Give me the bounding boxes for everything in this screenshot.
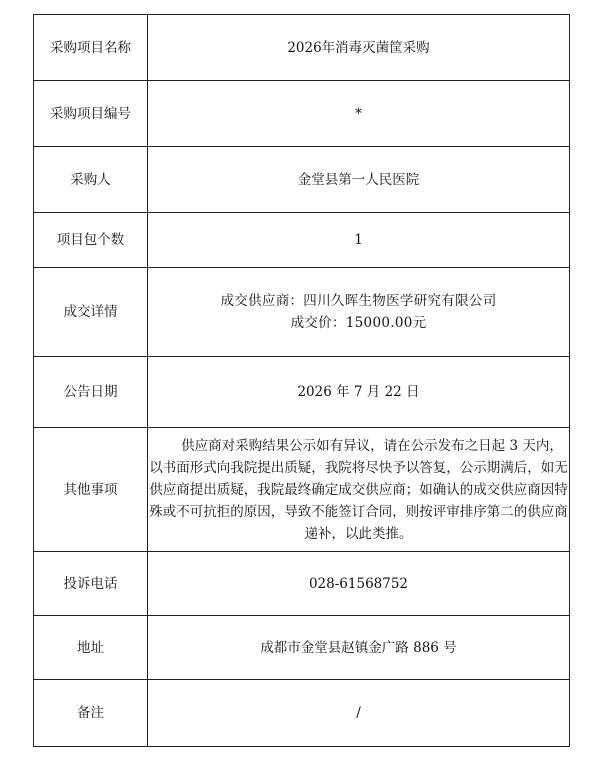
phone-value: 028-61568752 (148, 552, 570, 616)
remark-label: 备注 (34, 680, 148, 747)
deal-price: 成交价：15000.00元 (290, 315, 427, 331)
phone-label: 投诉电话 (34, 552, 148, 616)
project-no-label: 采购项目编号 (34, 81, 148, 147)
row-purchaser (34, 147, 570, 213)
row-address (34, 616, 570, 680)
purchaser-value: 金堂县第一人民医院 (148, 147, 570, 213)
deal-supplier: 成交供应商：四川久晖生物医学研究有限公司 (220, 293, 497, 309)
row-other (34, 428, 570, 552)
other-text: 供应商对采购结果公示如有异议，请在公示发布之日起 3 天内，以书面形式向我院提出质疑，我院将尽快予以答复，公示期满后，如无供应商提出质疑，我院最终确定成交供应商；如确认的成交供应商因特殊或不可抗拒的原因，导致不能签订合同，则按评审排序第二的供应商递补，以此类推。 (148, 428, 570, 552)
deal-value (148, 268, 570, 357)
remark-value: / (148, 680, 570, 747)
procurement-result-table (33, 14, 570, 747)
address-value: 成都市金堂县赵镇金广路 886 号 (148, 616, 570, 680)
package-count-label: 项目包个数 (34, 213, 148, 268)
row-date (34, 357, 570, 428)
package-count-value: 1 (148, 213, 570, 268)
other-label: 其他事项 (34, 428, 148, 552)
project-name-label: 采购项目名称 (34, 15, 148, 81)
date-label: 公告日期 (34, 357, 148, 428)
project-name-value: 2026年消毒灭菌筐采购 (148, 15, 570, 81)
date-value: 2026 年 7 月 22 日 (148, 357, 570, 428)
purchaser-label: 采购人 (34, 147, 148, 213)
address-label: 地址 (34, 616, 148, 680)
project-no-value: * (148, 81, 570, 147)
row-project-no (34, 81, 570, 147)
row-package-count (34, 213, 570, 268)
row-deal (34, 268, 570, 357)
row-remark (34, 680, 570, 747)
deal-label: 成交详情 (34, 268, 148, 357)
row-phone (34, 552, 570, 616)
row-project-name (34, 15, 570, 81)
